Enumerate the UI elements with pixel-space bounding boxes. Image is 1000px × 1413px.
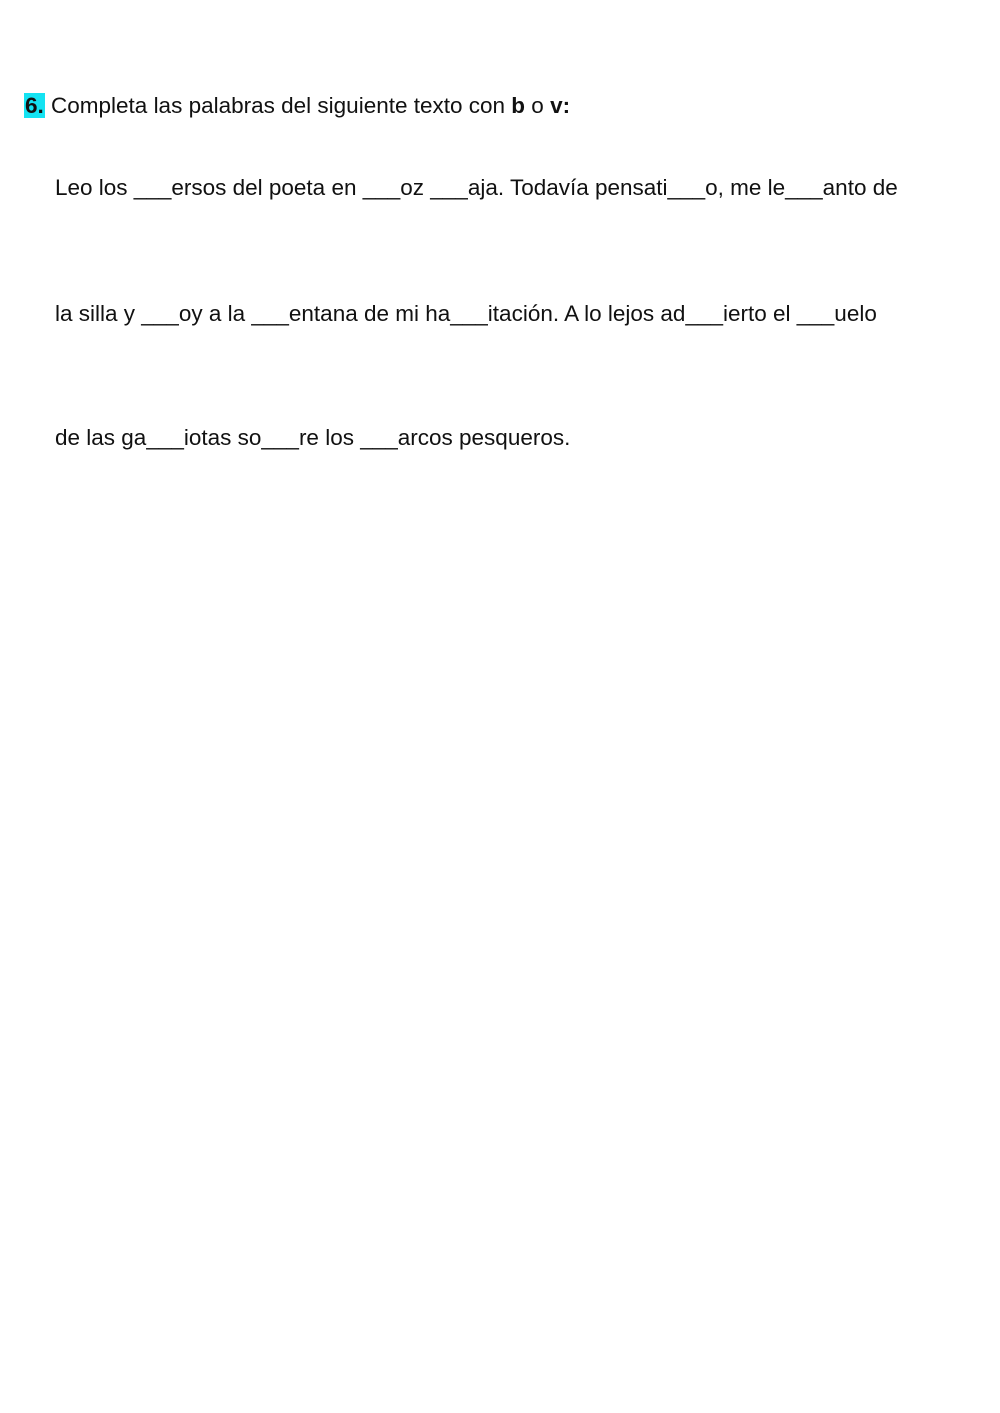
text-line-2: la silla y ___oy a la ___entana de mi ha___itación. A lo lejos ad___ierto el ___uelo	[55, 301, 877, 326]
letter-b: b	[511, 93, 526, 118]
instruction-connector: o	[525, 93, 551, 118]
instruction-text: Completa las palabras del siguiente texto con	[44, 93, 512, 118]
letter-v: v:	[550, 93, 571, 118]
exercise-instruction	[24, 90, 570, 122]
exercise-number: 6.	[25, 93, 44, 118]
text-line-1: Leo los ___ersos del poeta en ___oz ___aja. Todavía pensati___o, me le___anto de	[55, 175, 898, 200]
text-line-3: de las ga___iotas so___re los ___arcos pesqueros.	[55, 425, 571, 450]
